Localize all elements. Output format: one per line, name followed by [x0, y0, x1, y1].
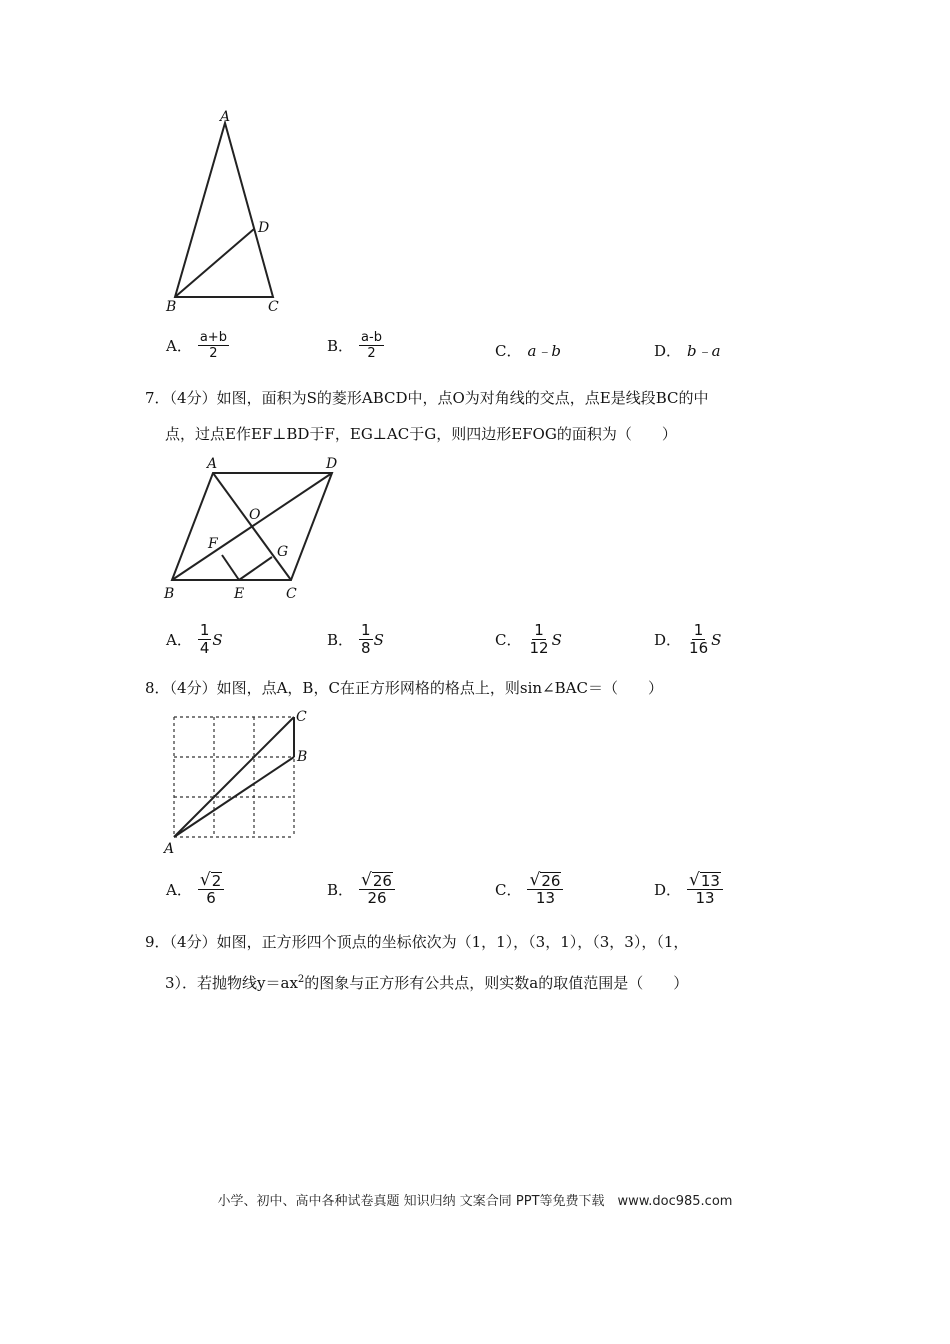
- q7-text-line2: 点，过点E作EF⊥BD于F，EG⊥AC于G，则四边形EFOG的面积为（ ）: [165, 425, 677, 443]
- q8-option-b[interactable]: B． √ 26 26: [327, 872, 395, 907]
- q6-option-a[interactable]: A． $\frac{a+b}{2}$: [166, 330, 227, 361]
- fraction: √ 26 13: [527, 872, 563, 907]
- label-D: D: [326, 456, 338, 472]
- q8-text-line1: 8．（4分）如图，点A，B，C在正方形网格的格点上，则sin∠BAC＝（ ）: [145, 679, 663, 697]
- q8-option-d[interactable]: D． √ 13 13: [654, 872, 723, 907]
- sqrt: √ 13: [689, 870, 720, 890]
- q6-option-b[interactable]: B． $\frac{a-b}{2}$: [327, 330, 382, 361]
- grid-figure-q8: [160, 705, 320, 860]
- fraction: $\frac{a+b}{2}$: [199, 330, 227, 361]
- q8-option-c[interactable]: C． √ 26 13: [495, 872, 563, 907]
- label-A: A: [207, 456, 218, 472]
- sqrt: √ 26: [361, 870, 392, 890]
- fraction: $\frac{1}{16}$: [689, 621, 709, 657]
- label-E: E: [234, 586, 245, 602]
- label-B: B: [297, 749, 308, 765]
- sqrt: √ 26: [529, 870, 561, 890]
- fraction: √ 13 13: [687, 872, 723, 907]
- q7-text-line1: 7．（4分）如图，面积为S的菱形ABCD中，点O为对角线的交点，点E是线段BC的中: [145, 389, 709, 407]
- label-F: F: [208, 536, 218, 552]
- q6-option-c[interactable]: C． a﹣b: [495, 342, 562, 360]
- q7-option-a[interactable]: A． $\frac{1}{4}$ S: [166, 621, 223, 657]
- q7-option-d[interactable]: D． $\frac{1}{16}$ S: [654, 621, 722, 657]
- label-B: B: [166, 299, 177, 315]
- label-G: G: [277, 544, 289, 560]
- fraction: $\frac{1}{12}$: [529, 621, 549, 657]
- fraction: √ 26 26: [359, 872, 395, 907]
- q6-option-d[interactable]: D． b﹣a: [654, 342, 721, 360]
- label-C: C: [296, 709, 307, 725]
- rhombus-figure-q7: [160, 450, 350, 605]
- q9-text-line2: 3）．若抛物线$y=ax^2$的图象与正方形有公共点，则实数a的取值范围是（ ）: [165, 974, 689, 992]
- fraction: $\frac{1}{8}$: [361, 621, 371, 657]
- label-O: O: [249, 507, 261, 523]
- triangle-figure-q6: [160, 105, 300, 320]
- fraction: $\frac{a-b}{2}$: [361, 330, 382, 361]
- q8-option-a[interactable]: A． √ 2 6: [166, 872, 224, 907]
- fraction: $\frac{1}{4}$: [199, 621, 210, 657]
- label-A: A: [220, 109, 231, 125]
- q9-text-line1: 9．（4分）如图，正方形四个顶点的坐标依次为（1，1），（3，1），（3，3），（1，: [145, 933, 689, 951]
- page-footer: 小学、初中、高中各种试卷真题 知识归纳 文案合同 PPT等免费下载 www.doc985.com: [217, 1194, 733, 1209]
- label-D: D: [258, 220, 270, 236]
- label-A: A: [164, 841, 175, 857]
- label-B: B: [164, 586, 175, 602]
- q7-option-b[interactable]: B． $\frac{1}{8}$ S: [327, 621, 384, 657]
- q7-option-c[interactable]: C． $\frac{1}{12}$ S: [495, 621, 562, 657]
- sqrt: √ 2: [199, 870, 222, 890]
- label-C: C: [286, 586, 297, 602]
- fraction: √ 2 6: [198, 872, 224, 907]
- label-C: C: [268, 299, 279, 315]
